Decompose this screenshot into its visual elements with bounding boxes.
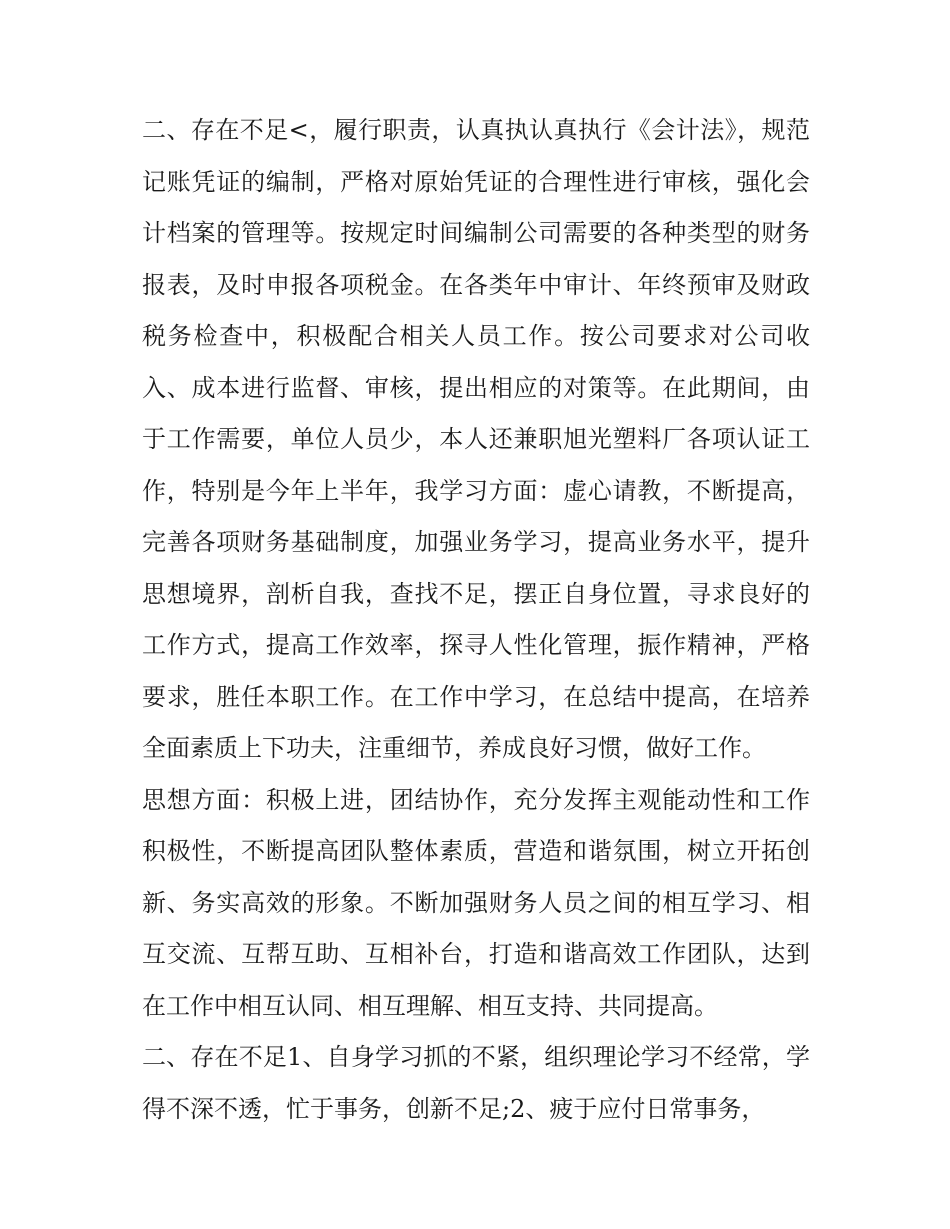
paragraph-work-duties: 二、存在不足<，履行职责，认真执认真执行《会计法》，规范记账凭证的编制，严格对原始凭证的合理性进行审核，强化会计档案的管理等。按规定时间编制公司需要的各种类型的财务报表，及时申报各项税金。在各类年中审计、年终预审及财政税务检查中，积极配合相关人员工作。按公司要求对公司收入、成本进行监督、审核，提出相应的对策等。在此期间，由于工作需要，单位人员少，本人还兼职旭光塑料厂各项认证工作，特别是今年上半年，我学习方面：虚心请教，不断提高，完善各项财务基础制度，加强业务学习，提高业务水平，提升思想境界，剖析自我，查找不足，摆正自身位置，寻求良好的工作方式，提高工作效率，探寻人性化管理，振作精神，严格要求，胜任本职工作。在工作中学习，在总结中提高，在培养全面素质上下功夫，注重细节，养成良好习惯，做好工作。 xyxy=(142,116,810,762)
paragraph-ideology: 思想方面：积极上进，团结协作，充分发挥主观能动性和工作积极性，不断提高团队整体素质，营造和谐氛围，树立开拓创新、务实高效的形象。不断加强财务人员之间的相互学习、相互交流、互帮互助、互相补台，打造和谐高效工作团队，达到在工作中相互认同、相互理解、相互支持、共同提高。 xyxy=(142,785,810,1020)
paragraph-shortcomings: 二、存在不足1、自身学习抓的不紧，组织理论学习不经常，学得不深不透，忙于事务，创新不足;2、疲于应付日常事务， xyxy=(142,1043,810,1123)
document-body xyxy=(142,105,810,1135)
